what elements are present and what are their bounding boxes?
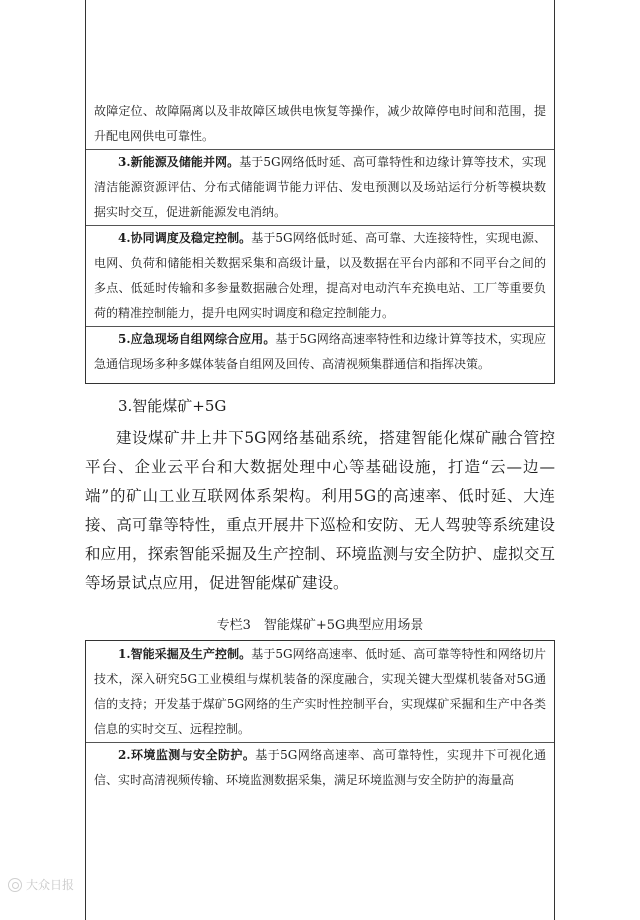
box-item-3 bbox=[94, 150, 546, 225]
box-item-4-lead: 4.协同调度及稳定控制。 bbox=[118, 231, 252, 245]
box-item-1 bbox=[94, 642, 546, 742]
box-item-5-text: 基于5G网络高速率特性和边缘计算等技术，实现应急通信现场多种多媒体装备自组网及回传、高清视频集群通信和指挥决策。 bbox=[94, 332, 546, 371]
box-item-3-lead: 3.新能源及储能并网。 bbox=[118, 155, 240, 169]
box-item-5 bbox=[94, 327, 546, 377]
box-item-2 bbox=[94, 743, 546, 793]
box-item-4 bbox=[94, 226, 546, 326]
box-item-3-text: 基于5G网络低时延、高可靠特性和边缘计算等技术，实现清洁能源资源评估、分布式储能调节能力评估、发电预测以及场站运行分析等模块数据实时交互，促进新能源发电消纳。 bbox=[94, 155, 546, 219]
box-item-1-lead: 1.智能采掘及生产控制。 bbox=[118, 647, 252, 661]
column-box-2 bbox=[85, 0, 555, 384]
box-item-2-lead: 2.环境监测与安全防护。 bbox=[118, 748, 256, 762]
column-box-3 bbox=[85, 640, 555, 920]
watermark bbox=[8, 876, 74, 893]
box-item-1-text: 基于5G网络高速率、低时延、高可靠等特性和网络切片技术，深入研究5G工业模组与煤机装备的深度融合，实现关键大型煤机装备对5G通信的支持；开发基于煤矿5G网络的生产实时性控制平台，实现煤矿采掘和生产中各类信息的实时交互、远程控制。 bbox=[94, 647, 547, 736]
section-heading: 3.智能煤矿+5G bbox=[118, 397, 227, 415]
section-body-text: 建设煤矿井上井下5G网络基础系统，搭建智能化煤矿融合管控平台、企业云平台和大数据处理中心等基础设施，打造“云—边—端”的矿山工业互联网体系架构。利用5G的高速率、低时延、大连接、高可靠等特性，重点开展井下巡检和安防、无人驾驶等系统建设和应用，探索智能采掘及生产控制、环境监测与安全防护、虚拟交互等场景试点应用，促进智能煤矿建设。 bbox=[85, 429, 555, 592]
watermark-text: 大众日报 bbox=[26, 878, 75, 892]
box-item-4-text: 基于5G网络低时延、高可靠、大连接特性，实现电源、电网、负荷和储能相关数据采集和高级计量，以及数据在平台内部和不同平台之间的多点、低延时传输和多参量数据融合处理，提高对电动汽车充换电站、工厂等重要负荷的精准控制能力，提升电网实时调度和稳定控制能力。 bbox=[94, 231, 547, 320]
box-continuation-text: 故障定位、故障隔离以及非故障区域供电恢复等操作，减少故障停电时间和范围，提升配电网供电可靠性。 bbox=[94, 104, 546, 143]
box-item-2-text: 基于5G网络高速率、高可靠特性，实现井下可视化通信、实时高清视频传输、环境监测数据采集，满足环境监测与安全防护的海量高 bbox=[94, 748, 546, 787]
weibo-logo-icon bbox=[8, 878, 22, 892]
box-item-5-lead: 5.应急现场自组网综合应用。 bbox=[118, 332, 276, 346]
column-caption: 专栏3 智能煤矿+5G典型应用场景 bbox=[216, 618, 424, 633]
